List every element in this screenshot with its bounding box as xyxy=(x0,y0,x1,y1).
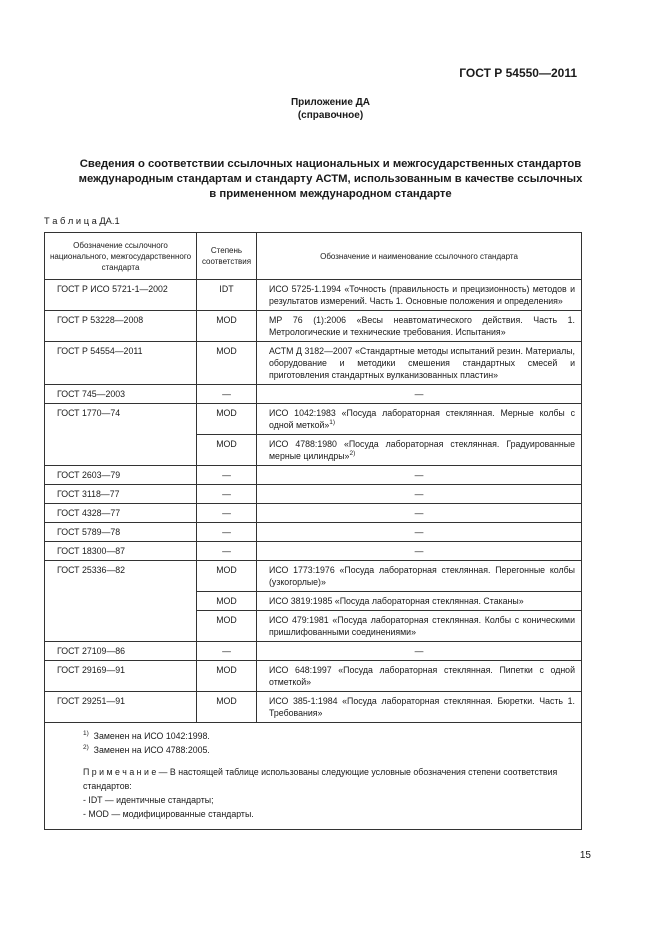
degree-cell: MOD xyxy=(197,435,257,466)
standard-cell: ГОСТ 25336—82 xyxy=(45,561,197,592)
degree-cell: — xyxy=(197,642,257,661)
reference-text: ИСО 1042:1983 «Посуда лабораторная стеклянная. Мерные колбы с одной меткой» xyxy=(269,408,575,430)
standard-cell: ГОСТ 4328—77 xyxy=(45,504,197,523)
standard-cell xyxy=(45,611,197,642)
footnote-mark: 2) xyxy=(83,744,89,752)
table-header-row xyxy=(45,233,582,280)
note-item: - IDT — идентичные стандарты; xyxy=(83,795,214,805)
reference-cell: ИСО 3819:1985 «Посуда лабораторная стеклянная. Стаканы» xyxy=(257,592,582,611)
standard-cell: ГОСТ 29169—91 xyxy=(45,661,197,692)
notes-row xyxy=(45,723,582,830)
degree-cell: MOD xyxy=(197,611,257,642)
reference-cell: — xyxy=(257,504,582,523)
standard-cell: ГОСТ 3118—77 xyxy=(45,485,197,504)
reference-cell: МР 76 (1):2006 «Весы неавтоматического действия. Часть 1. Метрологические и технические требования. Испытания» xyxy=(257,311,582,342)
standard-cell: ГОСТ 18300—87 xyxy=(45,542,197,561)
degree-cell: MOD xyxy=(197,342,257,385)
standard-cell: ГОСТ Р 54554—2011 xyxy=(45,342,197,385)
reference-cell xyxy=(257,435,582,466)
reference-cell: ИСО 385-1:1984 «Посуда лабораторная стеклянная. Бюретки. Часть 1. Требования» xyxy=(257,692,582,723)
correspondence-table xyxy=(44,232,582,830)
document-code: ГОСТ Р 54550—2011 xyxy=(459,66,577,80)
note-text: — В настоящей таблице использованы следующие условные обозначения степени соответствия стандартов: xyxy=(83,767,558,791)
degree-cell: MOD xyxy=(197,661,257,692)
reference-cell: — xyxy=(257,466,582,485)
degree-cell: MOD xyxy=(197,404,257,435)
note-label: П р и м е ч а н и е xyxy=(83,767,157,777)
table-row xyxy=(45,466,582,485)
standard-cell xyxy=(45,592,197,611)
reference-cell: — xyxy=(257,385,582,404)
table-title xyxy=(0,157,661,202)
table-row xyxy=(45,661,582,692)
degree-cell: IDT xyxy=(197,280,257,311)
table-label: Т а б л и ц а ДА.1 xyxy=(44,216,120,226)
note xyxy=(83,765,573,793)
appendix-title: Приложение ДА xyxy=(290,97,371,108)
footnote-ref: 2) xyxy=(349,450,356,458)
table-row xyxy=(45,611,582,642)
footnote-mark: 1) xyxy=(83,730,89,738)
standard-cell: ГОСТ Р 53228—2008 xyxy=(45,311,197,342)
reference-cell: — xyxy=(257,485,582,504)
degree-cell: MOD xyxy=(197,692,257,723)
degree-cell: MOD xyxy=(197,311,257,342)
notes-cell xyxy=(45,723,582,830)
note-item: - MOD — модифицированные стандарты. xyxy=(83,809,254,819)
reference-cell: ИСО 1773:1976 «Посуда лабораторная стеклянная. Перегонные колбы (узкогорлые)» xyxy=(257,561,582,592)
standard-cell: ГОСТ 745—2003 xyxy=(45,385,197,404)
standard-cell: ГОСТ 5789—78 xyxy=(45,523,197,542)
table-row xyxy=(45,642,582,661)
reference-text: ИСО 4788:1980 «Посуда лабораторная стеклянная. Градуированные мерные цилиндры» xyxy=(269,439,575,461)
reference-cell: — xyxy=(257,642,582,661)
standard-cell: ГОСТ 2603—79 xyxy=(45,466,197,485)
table-row xyxy=(45,385,582,404)
degree-cell: — xyxy=(197,485,257,504)
table-row xyxy=(45,592,582,611)
reference-cell: АСТМ Д 3182—2007 «Стандартные методы испытаний резин. Материалы, оборудование и методики смешения стандартных смесей и приготовления стандартных вулканизованных пластин» xyxy=(257,342,582,385)
title-line: Сведения о соответствии ссылочных национальных и межгосударственных стандартов xyxy=(79,158,582,170)
reference-cell: ИСО 648:1997 «Посуда лабораторная стеклянная. Пипетки с одной отметкой» xyxy=(257,661,582,692)
page-number: 15 xyxy=(579,850,591,861)
table-row xyxy=(45,404,582,435)
degree-cell: — xyxy=(197,466,257,485)
table-row xyxy=(45,280,582,311)
reference-cell xyxy=(257,404,582,435)
title-line: в примененном международном стандарте xyxy=(209,188,452,200)
table-row xyxy=(45,504,582,523)
table-row xyxy=(45,692,582,723)
table-row xyxy=(45,523,582,542)
column-header: Обозначение ссылочного национального, межгосударственного стандарта xyxy=(45,233,197,280)
reference-cell: ИСО 5725-1.1994 «Точность (правильность и прецизионность) методов и результатов измерений. Часть 1. Основные положения и определения» xyxy=(257,280,582,311)
table-row xyxy=(45,561,582,592)
table-row xyxy=(45,485,582,504)
reference-cell: — xyxy=(257,523,582,542)
column-header: Степень соответствия xyxy=(197,233,257,280)
degree-cell: — xyxy=(197,385,257,404)
table-row xyxy=(45,311,582,342)
reference-cell: ИСО 479:1981 «Посуда лабораторная стеклянная. Колбы с коническими пришлифованными соединениями» xyxy=(257,611,582,642)
footnote-text: Заменен на ИСО 1042:1998. xyxy=(93,731,210,741)
table-row xyxy=(45,542,582,561)
column-header: Обозначение и наименование ссылочного стандарта xyxy=(257,233,582,280)
standard-cell: ГОСТ Р ИСО 5721-1—2002 xyxy=(45,280,197,311)
appendix-heading xyxy=(0,96,661,122)
title-line: международным стандартам и стандарту АСТМ, использованным в качестве ссылочных xyxy=(78,173,583,185)
degree-cell: — xyxy=(197,504,257,523)
footnote-ref: 1) xyxy=(329,419,336,427)
footnote xyxy=(83,743,573,757)
table-row xyxy=(45,435,582,466)
standard-cell: ГОСТ 1770—74 xyxy=(45,404,197,435)
standard-cell: ГОСТ 27109—86 xyxy=(45,642,197,661)
degree-cell: MOD xyxy=(197,592,257,611)
standard-cell xyxy=(45,435,197,466)
degree-cell: — xyxy=(197,542,257,561)
table-row xyxy=(45,342,582,385)
reference-cell: — xyxy=(257,542,582,561)
footnote xyxy=(83,729,573,743)
degree-cell: MOD xyxy=(197,561,257,592)
standard-cell: ГОСТ 29251—91 xyxy=(45,692,197,723)
degree-cell: — xyxy=(197,523,257,542)
footnote-text: Заменен на ИСО 4788:2005. xyxy=(93,745,210,755)
appendix-subtitle: (справочное) xyxy=(297,110,364,121)
